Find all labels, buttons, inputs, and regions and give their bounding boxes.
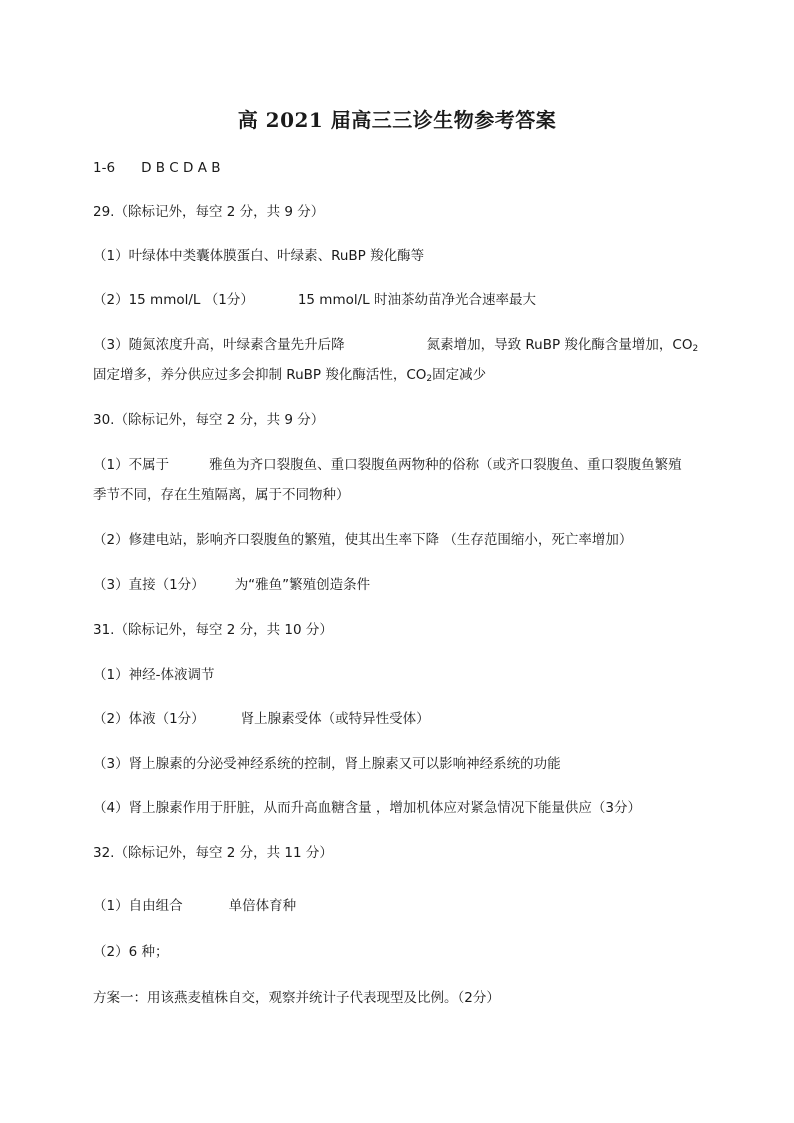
q29-answer-3-part1: （3）随氮浓度升高，叶绿素含量先升后降	[93, 337, 345, 353]
q29-answer-3-line2-subscript: 2	[426, 374, 433, 384]
mc-range-label: 1-6	[93, 160, 116, 176]
q30-answer-1	[93, 455, 682, 475]
q32-plan-1: 方案一：用该燕麦植株自交，观察并统计子代表现型及比例。（2分）	[93, 990, 500, 1006]
q31-answer-2-part1: （2）体液（1分）	[93, 711, 205, 727]
q32-answer-1	[93, 896, 296, 916]
q30-answer-1-part1: （1）不属于	[93, 457, 170, 473]
q29-answer-2	[93, 290, 536, 310]
q30-answer-1-part2: 雅鱼为齐口裂腹鱼、重口裂腹鱼两物种的俗称（或齐口裂腹鱼、重口裂腹鱼繁殖	[209, 457, 682, 473]
q30-answer-1-line2: 季节不同，存在生殖隔离，属于不同物种）	[93, 487, 350, 503]
q29-answer-1: （1）叶绿体中类囊体膜蛋白、叶绿素、RuBP 羧化酶等	[93, 248, 425, 264]
q30-answer-3-part2: 为“雅鱼”繁殖创造条件	[234, 577, 371, 593]
q31-header: 31.（除标记外，每空 2 分，共 10 分）	[93, 622, 333, 638]
q29-answer-3-line2-pre: 固定增多，养分供应过多会抑制 RuBP 羧化酶活性，CO	[93, 367, 427, 383]
q31-answer-1: （1）神经-体液调节	[93, 667, 215, 683]
q32-answer-2: （2）6 种；	[93, 944, 169, 960]
q29-answer-2-part1: （2）15 mmol/L （1分）	[93, 292, 254, 308]
mc-answers-line	[93, 158, 221, 178]
q30-answer-3-part1: （3）直接（1分）	[93, 577, 205, 593]
q29-answer-3-line2-post: 固定减少	[432, 367, 487, 383]
q32-answer-1-part1: （1）自由组合	[93, 898, 183, 914]
q29-header: 29.（除标记外，每空 2 分，共 9 分）	[93, 204, 325, 220]
q30-answer-3	[93, 575, 370, 595]
q29-answer-2-part2: 15 mmol/L 时油茶幼苗净光合速率最大	[297, 292, 536, 308]
q29-answer-3	[93, 335, 698, 355]
q32-answer-1-part2: 单倍体育种	[228, 898, 297, 914]
q31-answer-4: （4）肾上腺素作用于肝脏，从而升高血糖含量 ，增加机体应对紧急情况下能量供应（3分）	[93, 800, 641, 816]
q29-answer-3-line2	[93, 365, 486, 385]
page-title: 高 2021 届高三三诊生物参考答案	[237, 108, 557, 132]
q29-answer-3-part2: 氮素增加，导致 RuBP 羧化酶含量增加，CO	[426, 337, 693, 353]
q30-answer-2: （2）修建电站，影响齐口裂腹鱼的繁殖，使其出生率下降 （生存范围缩小，死亡率增加）	[93, 532, 633, 548]
q31-answer-2-part2: 肾上腺素受体（或特异性受体）	[240, 711, 430, 727]
q30-header: 30.（除标记外，每空 2 分，共 9 分）	[93, 412, 325, 428]
q31-answer-2	[93, 709, 430, 729]
q29-answer-3-subscript: 2	[692, 344, 699, 354]
q32-header: 32.（除标记外，每空 2 分，共 11 分）	[93, 845, 333, 861]
mc-answers: D B C D A B	[141, 160, 221, 176]
q31-answer-3: （3）肾上腺素的分泌受神经系统的控制，肾上腺素又可以影响神经系统的功能	[93, 756, 561, 772]
